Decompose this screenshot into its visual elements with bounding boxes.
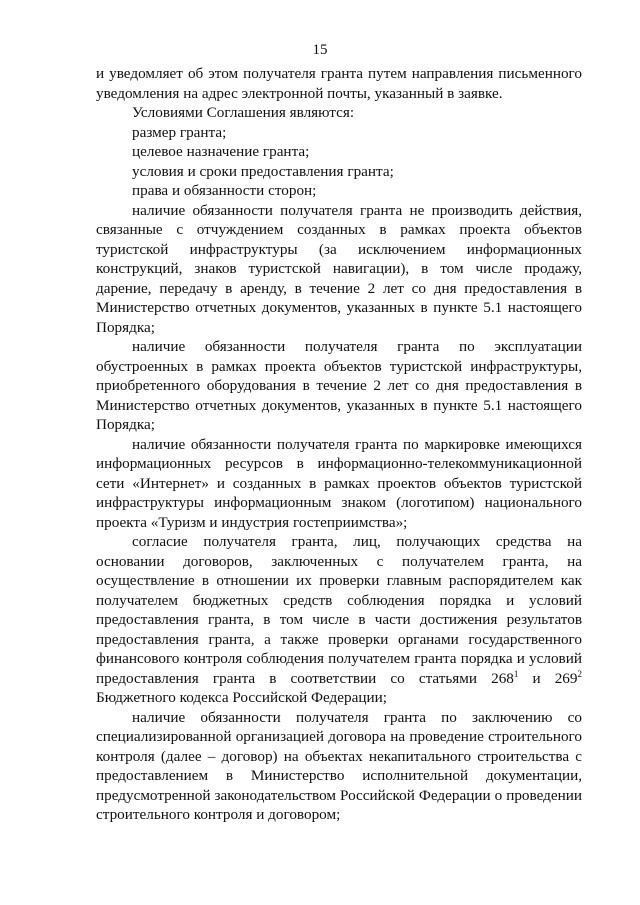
- document-body: [96, 64, 582, 825]
- inspection-consent-text-after: Бюджетного кодекса Российской Федерации;: [96, 689, 387, 706]
- paragraph-continuation: и уведомляет об этом получателя гранта путем направления письменного уведомления на адрес электронной почты, указанный в заявке.: [96, 65, 582, 102]
- inspection-consent-text-middle: и 269: [518, 669, 578, 687]
- paragraph-construction-control-obligation: наличие обязанности получателя гранта по заключению со специализированной организацией договора на проведение строительного контроля (далее – договор) на объектах некапитального строительства с предоставлением в Министерство исполнительной документации, предусмотренной законодательством Российской Федерации о проведении строительного контроля и договором;: [96, 708, 582, 823]
- paragraph-marking-obligation: наличие обязанности получателя гранта по маркировке имеющихся информационных ресурсов в информационно-телекоммуникационной сети «Интернет» и созданных в рамках проектов объектов туристской инфраструктуры информационным знаком (логотипом) национального проекта «Туризм и индустрия гостеприимства»;: [96, 435, 582, 531]
- inspection-consent-text-before: согласие получателя гранта, лиц, получающих средства на основании договоров, заключенных с получателем гранта, на осуществление в отношении их проверки главным распорядителем как получателем бюджетных средств соблюдения порядка и условий предоставления гранта, в том числе в части достижения результатов предоставления гранта, а также проверки органами государственного финансового контроля соблюдения получателем гранта порядка и условий предоставления гранта в соответствии со статьями 268: [96, 533, 582, 687]
- page-number: 15: [312, 42, 328, 58]
- paragraph-grant-terms: условия и сроки предоставления гранта;: [132, 162, 394, 180]
- paragraph-operation-obligation: наличие обязанности получателя гранта по эксплуатации обустроенных в рамках проекта объектов туристской инфраструктуры, приобретенного оборудования в течение 2 лет со дня предоставления в Министерство отчетных документов, указанных в пункте 5.1 настоящего Порядка;: [96, 338, 582, 433]
- paragraph-conditions-intro: Условиями Соглашения являются:: [132, 104, 355, 121]
- paragraph-grant-purpose: целевое назначение гранта;: [132, 143, 310, 160]
- paragraph-grant-size: размер гранта;: [132, 123, 227, 141]
- article-superscript-1: 1: [513, 668, 519, 679]
- paragraph-inspection-consent: [96, 532, 582, 708]
- paragraph-no-alienation-obligation: наличие обязанности получателя гранта не производить действия, связанные с отчуждением созданных в рамках проекта объектов туристской инфраструктуры (за исключением информационных конструкций, знаков туристской навигации), в том числе продажу, дарение, передачу в аренду, в течение 2 лет со дня предоставления в Министерство отчетных документов, указанных в пункте 5.1 настоящего Порядка;: [96, 201, 582, 336]
- paragraph-rights-obligations: права и обязанности сторон;: [132, 182, 317, 199]
- article-superscript-2: 2: [577, 668, 582, 679]
